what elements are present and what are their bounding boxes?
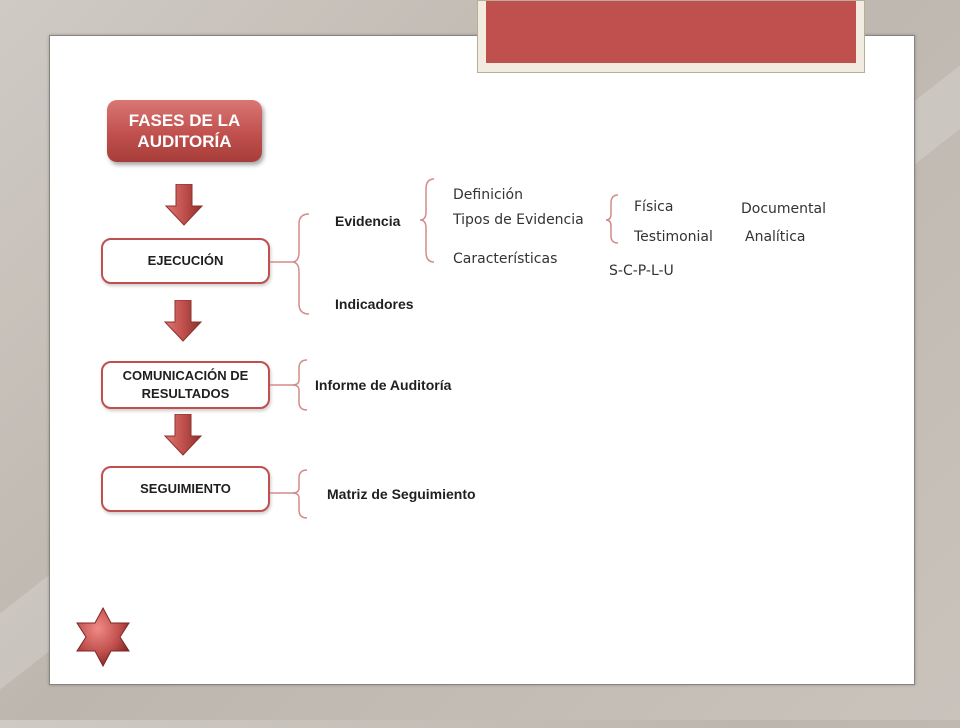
star-icon (72, 606, 134, 668)
phase-label: EJECUCIÓN (147, 253, 224, 268)
label-caracteristicas: Características (453, 251, 558, 267)
main-title: FASES DE LA AUDITORÍA (128, 111, 241, 151)
label-scplu: S-C-P-L-U (609, 263, 674, 279)
label-indicadores: Indicadores (335, 296, 414, 312)
label-documental: Documental (741, 201, 826, 217)
phase-label: COMUNICACIÓN DE RESULTADOS (122, 368, 249, 401)
label-informe: Informe de Auditoría (315, 377, 452, 393)
label-tipos-evidencia: Tipos de Evidencia (453, 212, 584, 228)
label-evidencia: Evidencia (335, 213, 401, 229)
label-analitica: Analítica (745, 229, 806, 245)
label-fisica: Física (634, 199, 674, 215)
phase-label: SEGUIMIENTO (140, 481, 231, 496)
label-testimonial: Testimonial (634, 229, 713, 245)
label-definicion: Definición (453, 187, 523, 203)
label-matriz: Matriz de Seguimiento (327, 486, 476, 502)
